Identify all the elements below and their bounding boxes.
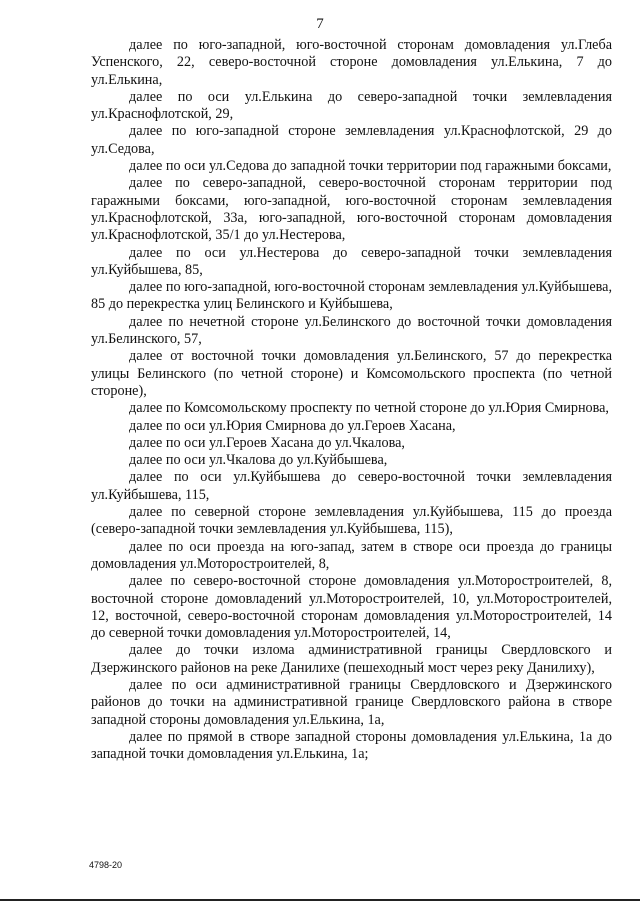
paragraph: далее по оси ул.Чкалова до ул.Куйбышева, (129, 452, 388, 469)
paragraph: далее по оси ул.Седова до западной точки территории под гаражными боксами, (129, 158, 612, 175)
document-code: 4798-20 (89, 860, 123, 870)
paragraph: далее по оси ул.Юрия Смирнова до ул.Героев Хасана, (129, 417, 456, 434)
paragraph: далее по северо-восточной стороне домовладения ул.Моторостроителей, 8, восточной стороне домовладений ул.Моторостроителей, 10, ул.Моторостроителей, 12, восточной, северо-восточной сторонам домовладения ул.Моторостроителей, 14 до северной точки домовладения ул.Моторостроителей, 14, (91, 573, 612, 642)
paragraph: далее от восточной точки домовладения ул.Белинского, 57 до перекрестка улицы Белинского (по четной стороне) и Комсомольского проспекта (по четной стороне), (91, 348, 612, 399)
paragraph: далее по Комсомольскому проспекту по четной стороне до ул.Юрия Смирнова, (129, 400, 609, 417)
paragraph: далее по оси ул.Героев Хасана до ул.Чкалова, (129, 434, 405, 451)
page-number: 7 (316, 16, 324, 32)
paragraph: далее по оси проезда на юго-запад, затем в створе оси проезда до границы домовладения ул.Моторостроителей, 8, (91, 538, 612, 572)
paragraph: далее по юго-западной стороне землевладения ул.Краснофлотской, 29 до ул.Седова, (91, 123, 612, 157)
paragraph: далее по юго-западной, юго-восточной сторонам землевладения ул.Куйбышева, 85 до перекрестка улиц Белинского и Куйбышева, (91, 279, 612, 313)
scan-edge-line (0, 899, 640, 901)
paragraph: далее по оси ул.Елькина до северо-западной точки землевладения ул.Краснофлотской, 29, (91, 88, 612, 123)
paragraph: далее по юго-западной, юго-восточной сторонам домовладения ул.Глеба Успенского, 22, северо-восточной стороне домовладения ул.Елькина, 7 до ул.Елькина, (91, 37, 612, 88)
paragraph: далее по нечетной стороне ул.Белинского до восточной точки домовладения ул.Белинского, 57, (91, 313, 612, 348)
paragraph: далее по оси ул.Куйбышева до северо-восточной точки землевладения ул.Куйбышева, 115, (91, 469, 612, 503)
paragraph: далее по северо-западной, северо-восточной сторонам территории под гаражными боксами, юго-западной, юго-восточной сторонам землевладения ул.Краснофлотской, 33а, юго-западной, юго-восточной сторонам домовладения ул.Краснофлотской, 35/1 до ул.Нестерова, (91, 175, 612, 244)
paragraph: далее по северной стороне землевладения ул.Куйбышева, 115 до проезда (северо-западной точки землевладения ул.Куйбышева, 115), (91, 504, 612, 538)
paragraph: далее по прямой в створе западной стороны домовладения ул.Елькина, 1а до западной точки домовладения ул.Елькина, 1а; (91, 728, 612, 763)
paragraph: далее по оси административной границы Свердловского и Дзержинского районов до точки на административной границе Свердловского района в створе западной стороны домовладения ул.Елькина, 1а, (91, 676, 612, 728)
paragraph: далее до точки излома административной границы Свердловского и Дзержинского районов на реке Данилихе (пешеходный мост через реку Данилиху), (91, 642, 612, 676)
paragraph: далее по оси ул.Нестерова до северо-западной точки землевладения ул.Куйбышева, 85, (91, 244, 612, 278)
document-body (91, 37, 612, 763)
